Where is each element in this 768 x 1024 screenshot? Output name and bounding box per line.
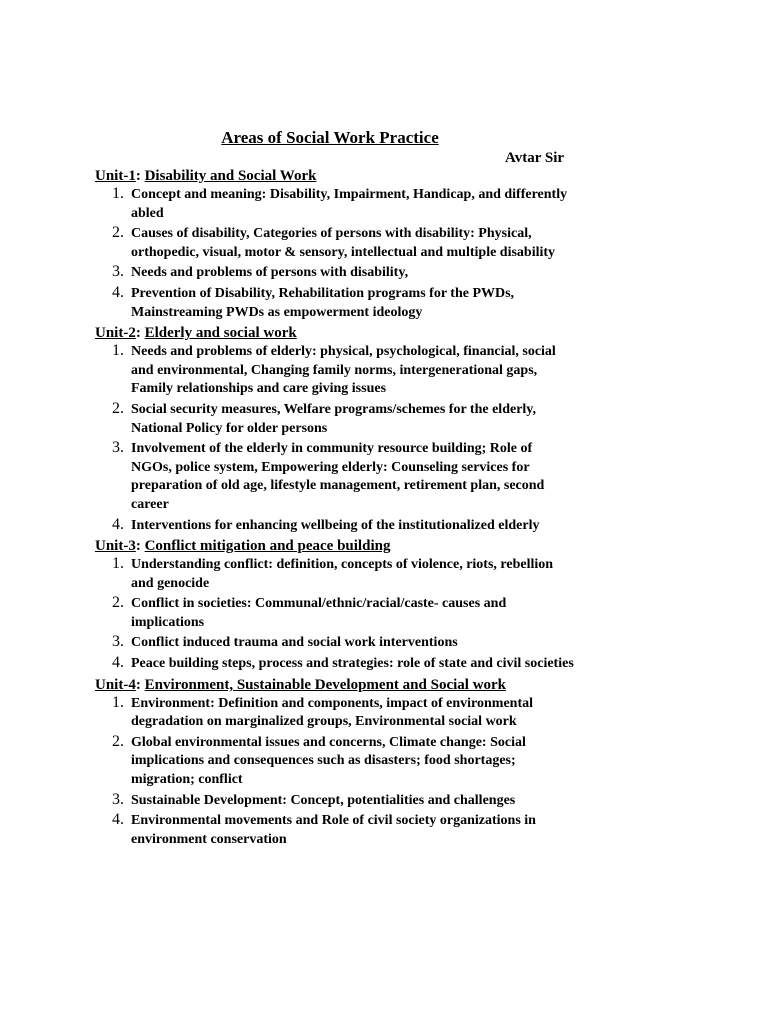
list-item (95, 734, 575, 790)
document-author: Avtar Sir (505, 150, 565, 166)
item-number: 1. (112, 555, 124, 573)
list-item (95, 655, 575, 674)
unit-3-section (95, 537, 575, 674)
unit-label: Unit-1 (95, 168, 136, 184)
item-text: Needs and problems of persons with disability, (131, 265, 409, 281)
unit-title: Environment, Sustainable Development and Social work (144, 676, 507, 693)
unit-heading: Unit-1: Disability and Social Work (95, 168, 317, 184)
list-item (95, 225, 575, 262)
item-text: Peace building steps, process and strategies: role of state and civil societies (131, 656, 574, 672)
unit-item-list (95, 556, 575, 674)
list-item (95, 401, 575, 438)
list-item (95, 343, 575, 399)
item-text: Concept and meaning: Disability, Impairment, Handicap, and differently abled (131, 187, 568, 221)
list-item (95, 792, 575, 811)
item-text: Prevention of Disability, Rehabilitation programs for the PWDs, Mainstreaming PWDs as empowerment ideology (131, 285, 515, 320)
item-number: 4. (112, 654, 124, 672)
item-text: Understanding conflict: definition, concepts of violence, riots, rebellion and genocide (131, 557, 554, 591)
item-text: Conflict induced trauma and social work interventions (131, 635, 458, 651)
unit-title: Elderly and social work (144, 325, 297, 342)
list-item (95, 440, 575, 514)
unit-heading: Unit-3: Conflict mitigation and peace building (95, 538, 391, 555)
item-text: Interventions for enhancing wellbeing of the institutionalized elderly (131, 517, 540, 533)
unit-4-section (95, 676, 575, 850)
item-text: Needs and problems of elderly: physical, psychological, financial, social and environmental, Changing family norms, intergenerational gaps, Family relationships and care giving issues (131, 344, 556, 397)
item-text: Causes of disability, Categories of persons with disability: Physical, orthopedic, visual, motor & sensory, intellectual and multiple disability (131, 226, 556, 260)
unit-label: Unit-4 (95, 676, 136, 693)
list-item (95, 634, 575, 653)
item-number: 3. (112, 263, 124, 281)
unit-label: Unit-2 (95, 325, 136, 342)
item-text: Conflict in societies: Communal/ethnic/racial/caste- causes and implications (131, 596, 507, 630)
list-item (95, 285, 575, 322)
unit-item-list (95, 343, 575, 535)
item-number: 2. (112, 224, 124, 242)
item-number: 2. (112, 594, 124, 612)
item-number: 4. (112, 515, 124, 533)
list-item (95, 517, 575, 536)
item-text: Environmental movements and Role of civil society organizations in environment conservation (131, 813, 536, 847)
item-number: 1. (112, 185, 124, 202)
item-number: 4. (112, 283, 124, 301)
item-text: Sustainable Development: Concept, potentialities and challenges (131, 792, 516, 808)
unit-title: Disability and Social Work (144, 168, 317, 184)
unit-heading: Unit-4: Environment, Sustainable Development and Social work (95, 676, 507, 693)
unit-2-section (95, 324, 575, 535)
item-number: 2. (112, 732, 124, 750)
item-number: 3. (112, 790, 124, 808)
list-item (95, 186, 575, 223)
item-number: 1. (112, 693, 124, 711)
document-body (95, 167, 575, 851)
item-number: 3. (112, 439, 124, 457)
unit-item-list (95, 186, 575, 322)
item-text: Global environmental issues and concerns, Climate change: Social implications and consequences such as disasters; food shortages; migration; conflict (131, 734, 526, 788)
unit-item-list (95, 695, 575, 850)
list-item (95, 695, 575, 732)
list-item (95, 812, 575, 849)
item-text: Environment: Definition and components, impact of environmental degradation on marginalized groups, Environmental social work (131, 695, 533, 730)
item-number: 3. (112, 633, 124, 651)
item-text: Social security measures, Welfare programs/schemes for the elderly, National Policy for older persons (131, 401, 537, 436)
item-number: 4. (112, 811, 124, 829)
list-item (95, 264, 575, 283)
list-item (95, 595, 575, 632)
unit-1-section (95, 167, 575, 322)
unit-title: Conflict mitigation and peace building (144, 538, 391, 555)
list-item (95, 556, 575, 593)
unit-heading: Unit-2: Elderly and social work (95, 325, 297, 342)
document-title: Areas of Social Work Practice (221, 128, 439, 147)
item-text: Involvement of the elderly in community resource building; Role of NGOs, police system, Empowering elderly: Counseling services for preparation of old age, lifestyle management, retirement plan, second career (131, 441, 545, 512)
unit-label: Unit-3 (95, 538, 136, 555)
item-number: 1. (112, 342, 124, 360)
item-number: 2. (112, 399, 124, 417)
